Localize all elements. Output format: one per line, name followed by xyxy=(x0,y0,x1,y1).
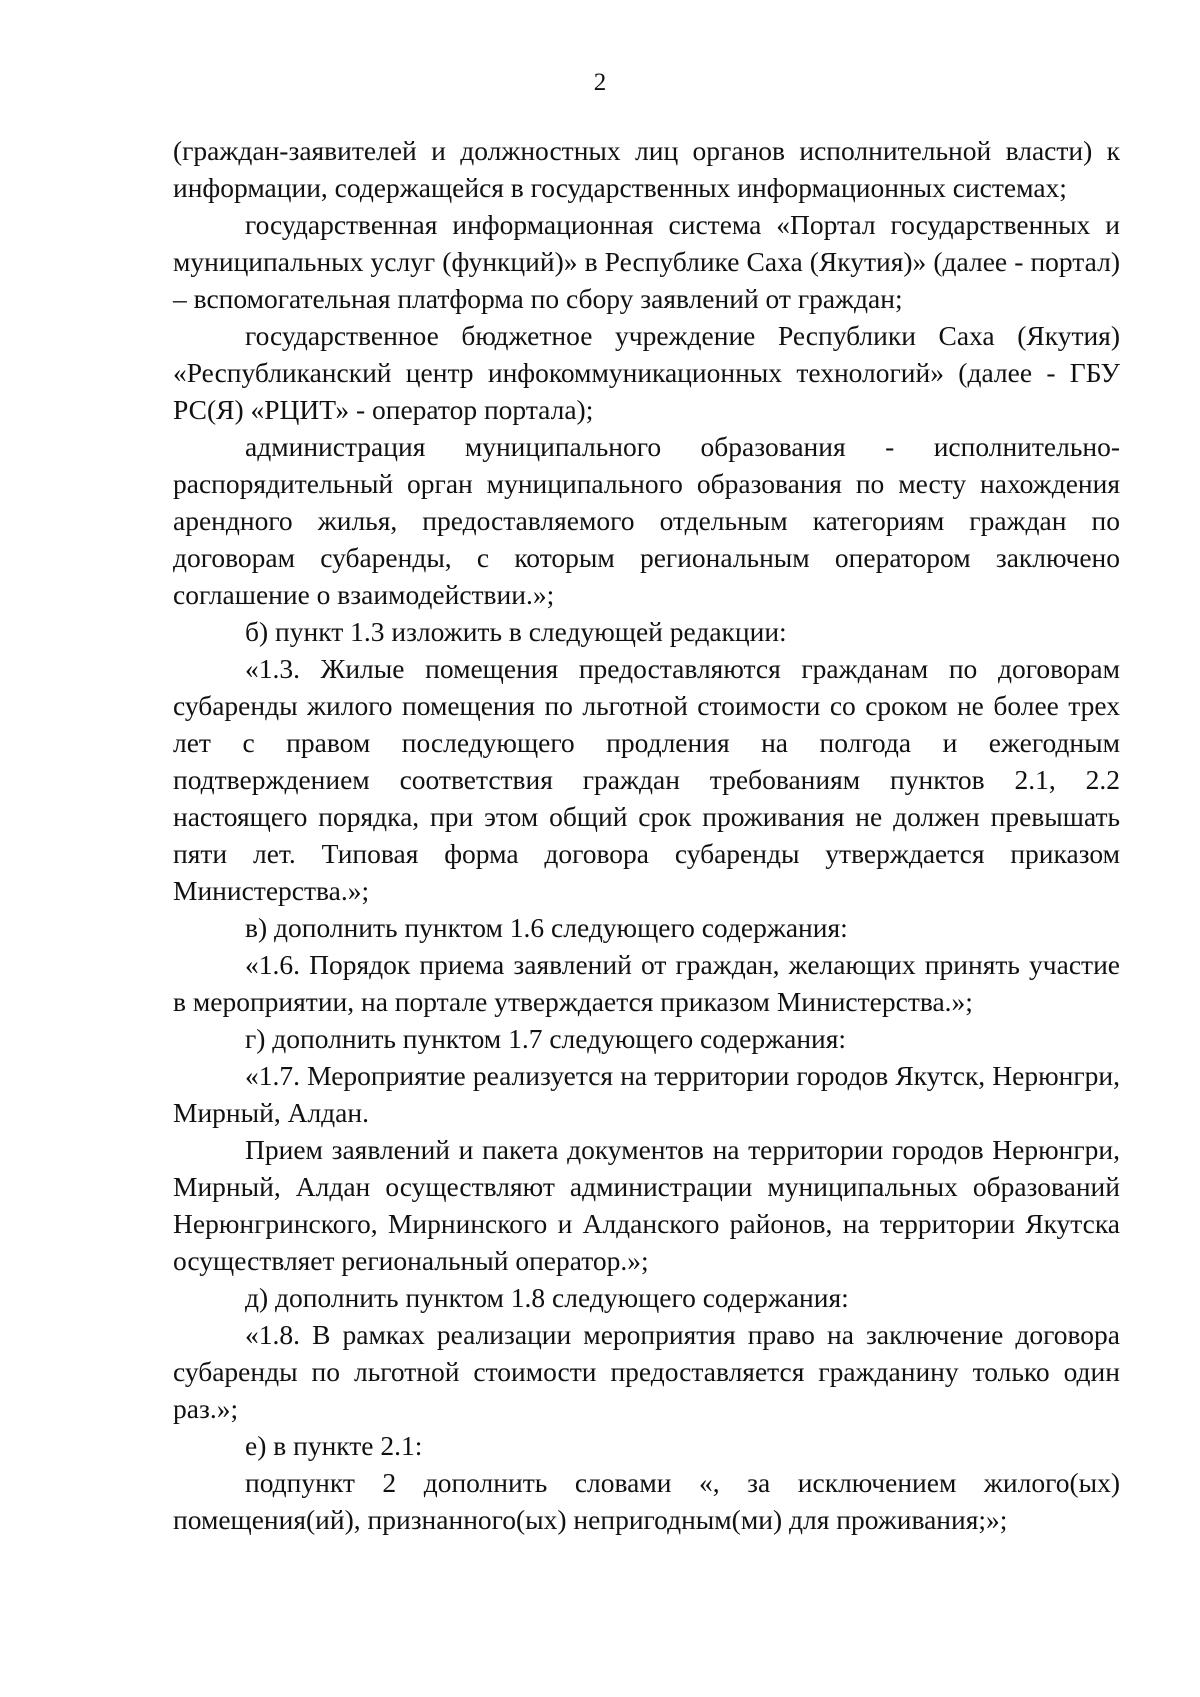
paragraph: государственная информационная система «Портал государственных и муниципальных услуг (функций)» в Республике Саха (Якутия)» (далее - портал) – вспомогательная платформа по сбору заявлений от граждан; xyxy=(173,209,1120,314)
paragraph: б) пункт 1.3 изложить в следующей редакции: xyxy=(245,616,787,647)
paragraph: в) дополнить пунктом 1.6 следующего содержания: xyxy=(245,912,848,943)
paragraph: «1.7. Мероприятие реализуется на территории городов Якутск, Нерюнгри, Мирный, Алдан. xyxy=(173,1060,1120,1128)
paragraph: Прием заявлений и пакета документов на территории городов Нерюнгри, Мирный, Алдан осуществляют администрации муниципальных образований Нерюнгринского, Мирнинского и Алданского районов, на территории Якутска осуществляет региональный оператор.»; xyxy=(173,1134,1120,1276)
paragraph: д) дополнить пунктом 1.8 следующего содержания: xyxy=(245,1282,849,1313)
paragraph: (граждан-заявителей и должностных лиц органов исполнительной власти) к информации, содержащейся в государственных информационных системах; xyxy=(173,135,1120,203)
paragraph: г) дополнить пунктом 1.7 следующего содержания: xyxy=(245,1023,847,1054)
document-body xyxy=(173,132,1120,1538)
paragraph: государственное бюджетное учреждение Республики Саха (Якутия) «Республиканский центр инфокоммуникационных технологий» (далее - ГБУ РС(Я) «РЦИТ» - оператор портала); xyxy=(173,320,1120,425)
page-number: 2 xyxy=(593,69,607,96)
paragraph: администрация муниципального образования - исполнительно-распорядительный орган муниципального образования по месту нахождения арендного жилья, предоставляемого отдельным категориям граждан по договорам субаренды, с которым региональным оператором заключено соглашение о взаимодействии.»; xyxy=(173,431,1120,610)
paragraph: «1.6. Порядок приема заявлений от граждан, желающих принять участие в мероприятии, на портале утверждается приказом Министерства.»; xyxy=(173,949,1120,1017)
paragraph: подпункт 2 дополнить словами «, за исключением жилого(ых) помещения(ий), признанного(ых) непригодным(ми) для проживания;»; xyxy=(173,1467,1120,1535)
paragraph: е) в пункте 2.1: xyxy=(245,1430,423,1461)
paragraph: «1.8. В рамках реализации мероприятия право на заключение договора субаренды по льготной стоимости предоставляется гражданину только один раз.»; xyxy=(173,1319,1120,1424)
paragraph: «1.3. Жилые помещения предоставляются гражданам по договорам субаренды жилого помещения по льготной стоимости со сроком не более трех лет с правом последующего продления на полгода и ежегодным подтверждением соответствия граждан требованиям пунктов 2.1, 2.2 настоящего порядка, при этом общий срок проживания не должен превышать пяти лет. Типовая форма договора субаренды утверждается приказом Министерства.»; xyxy=(173,653,1120,906)
